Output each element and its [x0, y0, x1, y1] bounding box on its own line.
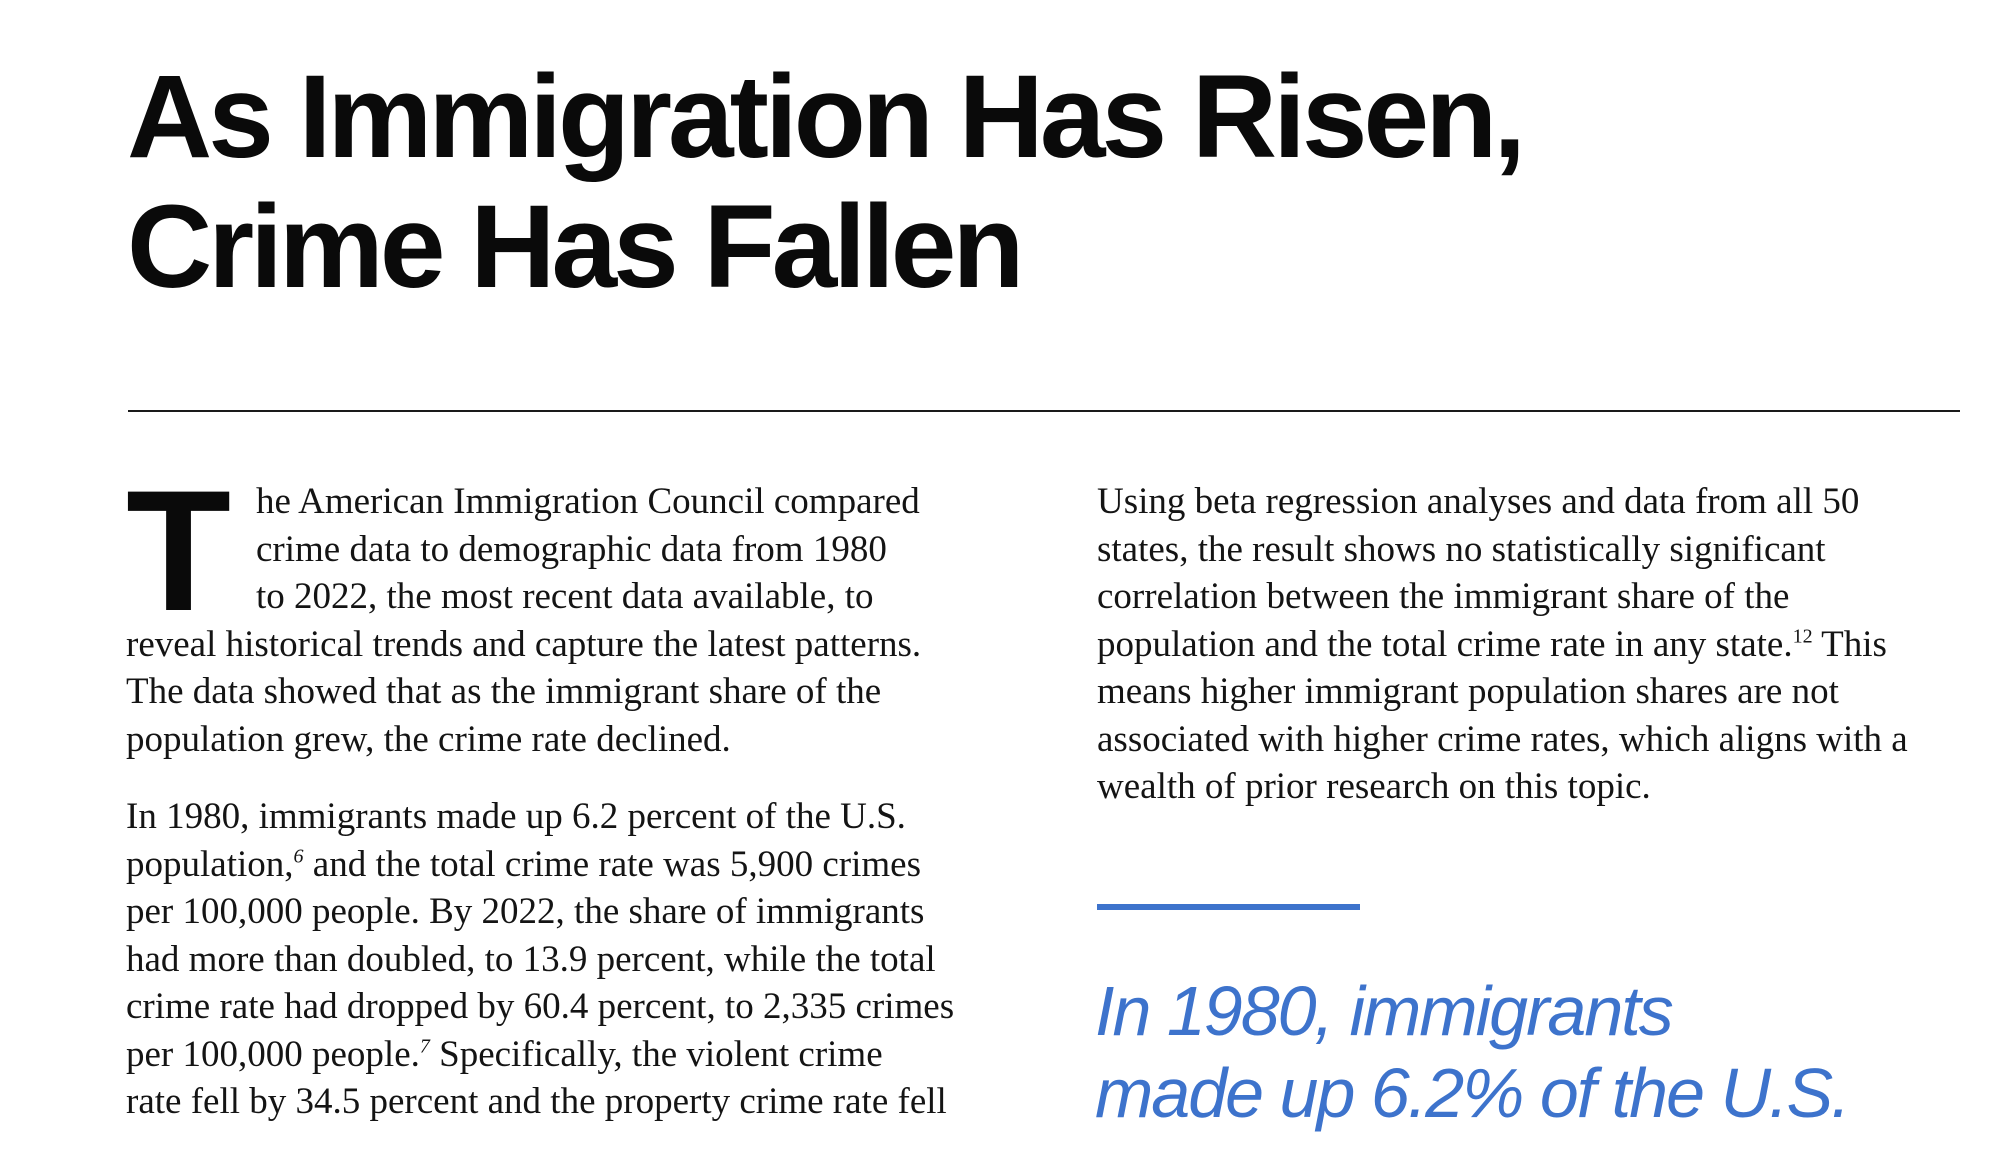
text-line: wealth of prior research on this topic.	[1097, 766, 1651, 807]
right-column	[1097, 478, 1977, 841]
text-line: Using beta regression analyses and data from all 50	[1097, 481, 1860, 522]
regression-paragraph	[1097, 478, 1977, 811]
intro-paragraph	[126, 455, 1006, 763]
text-line: population grew, the crime rate declined.	[126, 718, 731, 760]
footnote-ref-12[interactable]: 12	[1792, 625, 1813, 648]
page-title	[127, 52, 1827, 312]
text-segment: Specifically, the violent crime	[429, 1033, 883, 1075]
text-line: states, the result shows no statistically significant	[1097, 528, 1826, 570]
footnote-ref-7[interactable]: 7	[419, 1035, 430, 1058]
text-line: The data showed that as the immigrant share of the	[126, 671, 882, 712]
title-line-1: As Immigration Has Risen,	[127, 51, 1523, 183]
text-segment: population and the total crime rate in any state.	[1097, 623, 1793, 665]
text-line: rate fell by 34.5 percent and the property crime rate fell	[126, 1081, 947, 1122]
text-line: correlation between the immigrant share of the	[1097, 576, 1790, 617]
pull-quote-rule	[1097, 904, 1360, 910]
text-line: crime rate had dropped by 60.4 percent, to 2,335 crimes	[126, 986, 955, 1027]
pull-quote-line: made up 6.2% of the U.S.	[1095, 1054, 1849, 1132]
text-line: reveal historical trends and capture the latest patterns.	[126, 623, 922, 665]
text-segment: This	[1812, 623, 1887, 665]
text-line: had more than doubled, to 13.9 percent, while the total	[126, 938, 936, 980]
text-line	[126, 841, 1006, 889]
text-line	[1097, 621, 1977, 669]
statistics-paragraph	[126, 793, 1006, 1126]
text-line: associated with higher crime rates, which aligns with a	[1097, 718, 1908, 760]
text-segment: population,	[126, 843, 294, 885]
text-line: per 100,000 people. By 2022, the share of immigrants	[126, 891, 925, 932]
text-line: means higher immigrant population shares are not	[1097, 671, 1839, 712]
drop-cap: T	[126, 455, 232, 647]
text-line: crime data to demographic data from 1980	[256, 528, 887, 570]
footnote-ref-6[interactable]: 6	[293, 845, 304, 868]
text-line: to 2022, the most recent data available, to	[256, 576, 874, 617]
text-segment: per 100,000 people.	[126, 1033, 420, 1075]
left-column	[126, 455, 1006, 1156]
text-line: he American Immigration Council compared	[256, 481, 920, 522]
pull-quote-line: In 1980, immigrants	[1095, 972, 1672, 1050]
section-divider	[128, 410, 1960, 412]
text-line: In 1980, immigrants made up 6.2 percent of the U.S.	[126, 796, 906, 837]
pull-quote	[1095, 970, 1975, 1134]
text-line	[126, 1031, 1006, 1079]
text-segment: and the total crime rate was 5,900 crimes	[303, 843, 921, 885]
title-line-2: Crime Has Fallen	[127, 181, 1021, 313]
